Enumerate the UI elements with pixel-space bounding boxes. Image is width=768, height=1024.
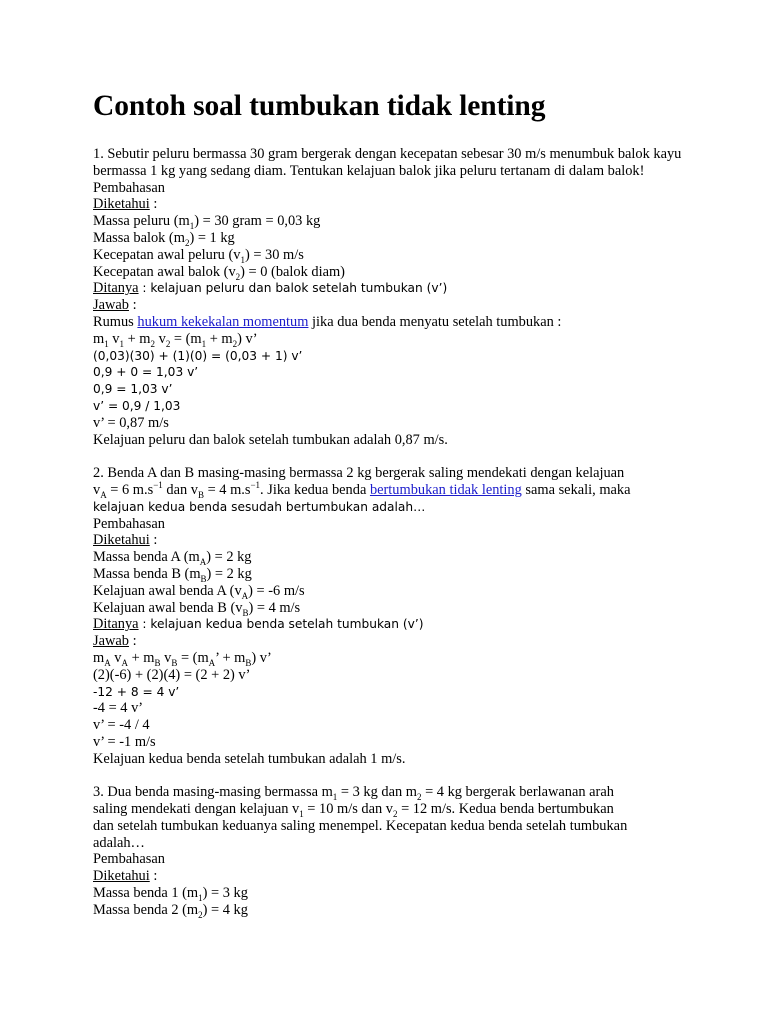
diketahui-label: Diketahui xyxy=(93,532,150,549)
question-3-line xyxy=(93,784,683,801)
text: v xyxy=(160,649,172,666)
given-velocity-b xyxy=(93,600,683,617)
ditanya-text: : kelajuan kedua benda setelah tumbukan (v’) xyxy=(138,617,424,632)
subscript: B xyxy=(242,607,249,618)
text: ) = 1 kg xyxy=(189,229,235,246)
text: + m xyxy=(124,330,151,347)
conclusion-text: Kelajuan peluru dan balok setelah tumbukan adalah 0,87 m/s. xyxy=(93,431,448,448)
ditanya-label: Ditanya xyxy=(93,616,139,633)
superscript: −1 xyxy=(153,480,163,491)
formula-intro xyxy=(93,314,683,331)
colon: : xyxy=(128,633,137,650)
colon: : xyxy=(149,196,158,213)
text: Rumus xyxy=(93,313,138,330)
given-mass-1 xyxy=(93,885,683,902)
text: ) v’ xyxy=(237,330,258,347)
text: Massa peluru (m xyxy=(93,213,190,230)
jawab-label: Jawab xyxy=(93,297,129,314)
subscript: A xyxy=(104,657,111,668)
subscript: 2 xyxy=(235,271,241,282)
ditanya-line xyxy=(93,616,683,633)
jawab-heading xyxy=(93,633,683,650)
text: ) = 0 (balok diam) xyxy=(240,263,345,280)
text: m xyxy=(93,330,105,347)
subscript: 1 xyxy=(119,338,124,349)
ditanya-label: Ditanya xyxy=(93,280,139,297)
ditanya-line xyxy=(93,280,683,297)
text: = (m xyxy=(170,330,202,347)
subscript: A xyxy=(100,489,107,500)
conclusion-text: Kelajuan kedua benda setelah tumbukan adalah 1 m/s. xyxy=(93,750,406,767)
subscript: 2 xyxy=(232,338,238,349)
text: ’ + m xyxy=(215,649,246,666)
text: Massa benda 2 (m xyxy=(93,901,199,918)
text: . Jika kedua benda xyxy=(260,481,370,498)
question-3-line xyxy=(93,801,683,818)
equation-line: 0,9 + 0 = 1,03 v’ xyxy=(93,365,199,380)
text: ) = 2 kg xyxy=(206,549,252,566)
pembahasan-label: Pembahasan xyxy=(93,179,165,196)
equation-line: v’ = 0,9 / 1,03 xyxy=(93,398,181,413)
given-bullet-velocity xyxy=(93,247,683,264)
text: dan v xyxy=(162,481,198,498)
text: Massa benda A (m xyxy=(93,549,200,566)
pembahasan-label: Pembahasan xyxy=(93,851,165,868)
text: saling mendekati dengan kelajuan v xyxy=(93,801,300,818)
text: Kecepatan awal peluru (v xyxy=(93,246,241,263)
text: ) = -6 m/s xyxy=(248,582,305,599)
given-block-velocity xyxy=(93,264,683,281)
diketahui-label: Diketahui xyxy=(93,868,150,885)
subscript: 2 xyxy=(198,909,203,920)
superscript: −1 xyxy=(250,480,261,491)
equation-line: v’ = 0,87 m/s xyxy=(93,414,169,431)
subscript: A xyxy=(208,657,216,668)
text: ) = 3 kg xyxy=(202,885,248,902)
text: 3. Dua benda masing-masing bermassa m xyxy=(93,784,333,801)
inelastic-collision-link[interactable]: bertumbukan tidak lenting xyxy=(369,481,522,498)
spacer xyxy=(93,767,683,784)
text: = 6 m.s xyxy=(106,481,154,498)
document-page xyxy=(93,86,683,919)
text: = 4 kg bergerak berlawanan arah xyxy=(421,784,614,801)
equation-line: (0,03)(30) + (1)(0) = (0,03 + 1) v’ xyxy=(93,348,303,363)
given-bullet-mass xyxy=(93,213,683,230)
text: v xyxy=(110,649,122,666)
given-velocity-a xyxy=(93,583,683,600)
subscript: B xyxy=(245,657,252,668)
spacer xyxy=(93,448,683,465)
equation-line: (2)(-6) + (2)(4) = (2 + 2) v’ xyxy=(93,666,251,683)
text: = 10 m/s dan v xyxy=(303,801,393,818)
question-3-line: dan setelah tumbukan keduanya saling menempel. Kecepatan kedua benda setelah tumbukan xyxy=(93,817,628,834)
colon: : xyxy=(149,868,158,885)
text: ) v’ xyxy=(251,649,272,666)
subscript: A xyxy=(241,590,249,601)
diketahui-heading xyxy=(93,868,683,885)
subscript: B xyxy=(171,657,178,668)
subscript: 1 xyxy=(189,221,195,232)
subscript: B xyxy=(197,489,204,500)
text: = 12 m/s. Kedua benda bertumbukan xyxy=(397,801,614,818)
question-2-line xyxy=(93,482,683,499)
text: sama sekali, maka xyxy=(521,481,631,498)
subscript: 1 xyxy=(240,254,245,265)
text: Kelajuan awal benda B (v xyxy=(93,599,243,616)
subscript: B xyxy=(154,657,161,668)
equation-line: -4 = 4 v’ xyxy=(93,700,144,717)
subscript: 2 xyxy=(392,808,398,819)
question-3-line: adalah… xyxy=(93,834,145,851)
equation-line: 0,9 = 1,03 v’ xyxy=(93,382,173,397)
subscript: 2 xyxy=(165,338,171,349)
text: Kecepatan awal balok (v xyxy=(93,263,236,280)
momentum-conservation-link[interactable]: hukum kekekalan momentum xyxy=(137,313,309,330)
text: = 4 m.s xyxy=(203,481,251,498)
subscript: A xyxy=(121,657,128,668)
text: Kelajuan awal benda A (v xyxy=(93,582,242,599)
text: Massa balok (m xyxy=(93,229,185,246)
text: = (m xyxy=(177,649,209,666)
text: + m xyxy=(128,649,155,666)
equation-line: v’ = -1 m/s xyxy=(93,733,156,750)
text: ) = 30 m/s xyxy=(244,246,304,263)
given-mass-a xyxy=(93,549,683,566)
subscript: 1 xyxy=(104,338,109,349)
text: v xyxy=(93,481,101,498)
question-2-line: kelajuan kedua benda sesudah bertumbukan adalah… xyxy=(93,499,426,514)
subscript: B xyxy=(200,573,207,584)
text: = 3 kg dan m xyxy=(337,784,417,801)
subscript: 1 xyxy=(201,338,207,349)
subscript: 2 xyxy=(150,338,156,349)
given-mass-2 xyxy=(93,902,683,919)
pembahasan-label: Pembahasan xyxy=(93,515,165,532)
page-title: Contoh soal tumbukan tidak lenting xyxy=(93,90,546,122)
text: ) = 2 kg xyxy=(206,565,252,582)
given-block-mass xyxy=(93,230,683,247)
colon: : xyxy=(128,297,137,314)
text: ) = 30 gram = 0,03 kg xyxy=(194,213,321,230)
text: v xyxy=(155,330,166,347)
text: v xyxy=(108,330,120,347)
subscript: A xyxy=(199,557,207,567)
ditanya-text: : kelajuan peluru dan balok setelah tumbukan (v’) xyxy=(138,281,448,296)
text: Massa benda B (m xyxy=(93,565,201,582)
text: ) = 4 m/s xyxy=(248,599,301,616)
equation-line: v’ = -4 / 4 xyxy=(93,717,150,734)
diketahui-heading xyxy=(93,196,683,213)
question-2-line: 2. Benda A dan B masing-masing bermassa 2 kg bergerak saling mendekati dengan kelajuan xyxy=(93,465,625,482)
subscript: 2 xyxy=(416,792,422,803)
text: jika dua benda menyatu setelah tumbukan : xyxy=(308,313,562,330)
text: Massa benda 1 (m xyxy=(93,885,199,902)
jawab-heading xyxy=(93,297,683,314)
colon: : xyxy=(149,532,158,549)
subscript: 2 xyxy=(184,237,190,248)
text: m xyxy=(93,649,105,666)
jawab-label: Jawab xyxy=(93,633,129,650)
equation-line xyxy=(93,650,683,667)
question-1-text: 1. Sebutir peluru bermassa 30 gram bergerak dengan kecepatan sebesar 30 m/s menumbuk balok kayu bermassa 1 kg yang sedang diam. Tentukan kelajuan balok jika peluru tertanam di dalam balok! xyxy=(93,146,682,179)
diketahui-label: Diketahui xyxy=(93,196,150,213)
equation-line: -12 + 8 = 4 v’ xyxy=(93,684,180,699)
subscript: 1 xyxy=(198,892,203,903)
text: + m xyxy=(206,330,233,347)
text: ) = 4 kg xyxy=(202,901,248,918)
subscript: 1 xyxy=(332,792,338,803)
equation-line xyxy=(93,331,683,348)
subscript: 1 xyxy=(299,808,304,819)
given-mass-b xyxy=(93,566,683,583)
diketahui-heading xyxy=(93,532,683,549)
